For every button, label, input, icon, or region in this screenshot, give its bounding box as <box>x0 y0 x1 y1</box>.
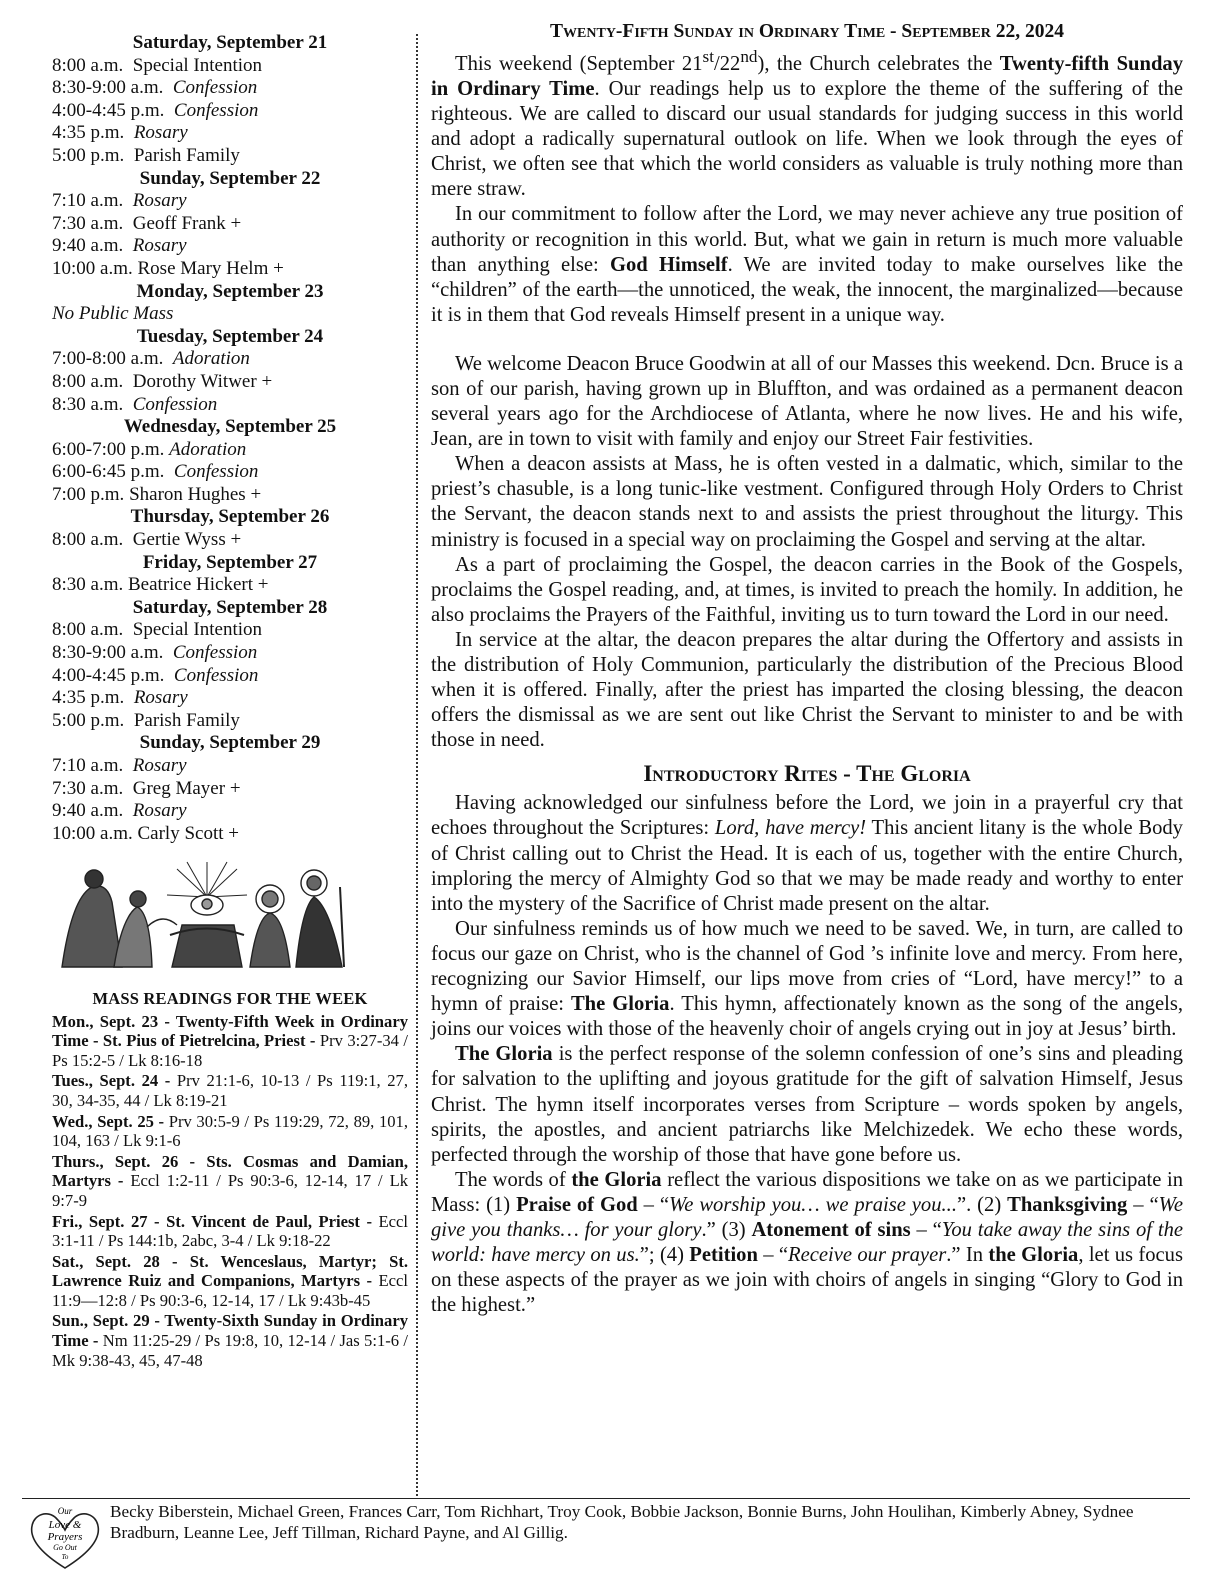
schedule-entry <box>52 213 408 236</box>
schedule-entry <box>52 348 408 371</box>
article-paragraph: In our commitment to follow after the Lord, we may never achieve any true position of authority or recognition in this world. But, what we gain in return is much more valuable than anything else: God Himself. We are invited today to make ourselves like the “children” of the earth—the unnoticed, the weak, the innocent, the marginalized—because it is in them that God reveals Himself present in a unique way. <box>431 203 1183 326</box>
schedule-entry <box>52 258 408 281</box>
article-paragraph: Our sinfulness reminds us of how much we need to be saved. We, in turn, are called to focus our gaze on Christ, who is the channel of God ’s infinite love and mercy. From here, recognizing our Savior Himself, our lips move from cries of “Lord, have mercy!” to a hymn of praise: The Gloria. This hymn, affectionately known as the song of the angels, joins our voices with those of the heavenly choir of angels crying out in joy at Jesus’ birth. <box>431 917 1183 1041</box>
schedule-entry <box>52 574 408 597</box>
schedule-day-heading: Saturday, September 28 <box>132 596 328 618</box>
schedule-intention: Rosary <box>132 755 187 776</box>
schedule-intention: Parish Family <box>133 709 240 731</box>
schedule-entry <box>52 823 408 846</box>
reading-day: Sat., Sept. 28 - St. Wenceslaus, Martyr; St. Lawrence Ruiz and Companions, Martyrs - <box>52 1251 408 1291</box>
schedule-day-heading: Saturday, September 21 <box>132 32 328 53</box>
schedule-time: 7:00-8:00 a.m. <box>52 348 173 370</box>
mass-schedule <box>52 32 408 845</box>
logo-text-line: Go Out <box>53 1543 77 1552</box>
reading-refs: Nm 11:25-29 / Ps 19:8, 10, 12-14 / Jas 5:1-6 / Mk 9:38-43, 45, 47-48 <box>52 1331 409 1370</box>
schedule-intention: Rose Mary Helm + <box>137 257 284 279</box>
reading-day: Mon., Sept. 23 - Twenty-Fifth Week in Ordinary Time - St. Pius of Pietrelcina, Priest - <box>52 1011 408 1051</box>
schedule-intention: Dorothy Witwer + <box>132 370 273 392</box>
schedule-intention: Adoration <box>169 438 247 460</box>
reading-day: Thurs., Sept. 26 - Sts. Cosmas and Damian, Martyrs - <box>52 1151 408 1191</box>
schedule-time: 8:00 a.m. <box>52 54 133 76</box>
mass-readings-title: MASS READINGS FOR THE WEEK <box>92 988 368 1008</box>
schedule-entry <box>52 687 408 710</box>
schedule-entry <box>52 303 408 326</box>
reading-refs: Prv 21:1-6, 10-13 / Ps 119:1, 27, 30, 34-35, 44 / Lk 8:19-21 <box>52 1071 408 1110</box>
reading-item <box>52 1252 408 1311</box>
reading-refs: Eccl 1:2-11 / Ps 90:3-6, 12-14, 17 / Lk 9:7-9 <box>52 1171 409 1210</box>
schedule-time: 6:00-6:45 p.m. <box>52 461 174 483</box>
schedule-day-heading: Tuesday, September 24 <box>136 325 324 347</box>
reading-day: Fri., Sept. 27 - St. Vincent de Paul, Priest - <box>52 1211 379 1231</box>
schedule-intention: Geoff Frank + <box>132 212 242 234</box>
schedule-entry <box>52 710 408 733</box>
schedule-intention: Confession <box>132 393 218 415</box>
schedule-time: 8:30 a.m. <box>52 574 128 596</box>
schedule-entry <box>52 778 408 801</box>
column-divider <box>416 34 418 1496</box>
schedule-time: 7:30 a.m. <box>52 777 133 799</box>
schedule-entry <box>52 77 408 100</box>
schedule-entry <box>52 371 408 394</box>
schedule-time: 7:00 p.m. <box>52 483 130 505</box>
logo-text-line: Prayers <box>47 1531 83 1543</box>
article-title-gloria: Introductory Rites - The Gloria <box>643 761 971 787</box>
schedule-time: 8:00 a.m. <box>52 619 133 641</box>
schedule-intention: Special Intention <box>132 54 263 76</box>
schedule-intention: Rosary <box>132 190 187 212</box>
mass-schedule-column <box>52 32 408 1370</box>
schedule-intention: Rosary <box>132 800 187 822</box>
schedule-intention: Sharon Hughes + <box>129 483 262 505</box>
schedule-entry <box>52 755 408 778</box>
schedule-time: 6:00-7:00 p.m. <box>52 438 170 460</box>
schedule-entry <box>52 461 408 484</box>
prayer-names: Becky Biberstein, Michael Green, Frances Carr, Tom Richhart, Troy Cook, Bobbie Jackson, Bonnie Burns, John Houlihan, Kimberly Abney, Sydnee Bradburn, Leanne Lee, Jeff Tillman, Richard Payne, and Al Gillig. <box>110 1502 1134 1542</box>
logo-text-line: To <box>61 1553 69 1561</box>
schedule-day-heading: Wednesday, September 25 <box>123 416 337 438</box>
reading-item <box>52 1311 408 1370</box>
reading-refs: Prv 3:27-34 / Ps 15:2-5 / Lk 8:16-18 <box>52 1031 408 1070</box>
article-paragraph: When a deacon assists at Mass, he is often vested in a dalmatic, which, similar to the priest’s chasuble, is a long tunic-like vestment. Configured through Holy Orders to Christ the Servant, the deacon stands next to and assists the priest throughout the liturgy. This ministry is focused in a special way on proclaiming the Gospel and serving at the altar. <box>431 453 1183 551</box>
article-paragraph: As a part of proclaiming the Gospel, the deacon carries in the Book of the Gospels, proclaims the Gospel reading, and, at times, is invited to preach the homily. In addition, he also proclaims the Prayers of the Faithful, inviting us to turn toward the Lord in our need. <box>431 553 1183 626</box>
reading-item <box>52 1112 408 1151</box>
schedule-time: 9:40 a.m. <box>52 800 133 822</box>
reading-refs: Prv 30:5-9 / Ps 119:29, 72, 89, 101, 104, 163 / Lk 9:1-6 <box>52 1111 408 1151</box>
articles-column <box>431 20 1183 1318</box>
schedule-time: 4:35 p.m. <box>52 122 134 144</box>
schedule-intention: Confession <box>172 642 258 664</box>
schedule-day-heading: Monday, September 23 <box>136 280 324 302</box>
schedule-intention: Confession <box>173 461 259 483</box>
schedule-entry <box>52 642 408 665</box>
schedule-entry <box>52 619 408 642</box>
schedule-time: 8:00 a.m. <box>52 370 133 392</box>
reading-day: Tues., Sept. 24 - <box>52 1071 177 1091</box>
schedule-time: 4:35 p.m. <box>52 687 134 709</box>
schedule-entry <box>52 800 408 823</box>
article-paragraph: This weekend (September 21st/22nd), the Church celebrates the Twenty-fifth Sunday in Ordinary Time. Our readings help us to explore the theme of the suffering of the righteous. We are called to discard our usual standards for judging success in this world and adopt a radically supernatural outlook on life. When we look through the eyes of Christ, we often see that which the world considers as valuable is truly nothing more than mere straw. <box>431 47 1183 201</box>
schedule-entry <box>52 100 408 123</box>
schedule-entry <box>52 665 408 688</box>
schedule-time: 7:10 a.m. <box>52 755 133 776</box>
reading-item <box>52 1212 408 1251</box>
schedule-time: 10:00 a.m. <box>52 822 138 844</box>
schedule-intention: Rosary <box>133 122 188 144</box>
schedule-time: 10:00 a.m. <box>52 257 138 279</box>
schedule-time: 8:30-9:00 a.m. <box>52 642 173 664</box>
article-title-sunday: Twenty-Fifth Sunday in Ordinary Time - September 22, 2024 <box>550 21 1064 42</box>
schedule-time: 8:30-9:00 a.m. <box>52 77 173 99</box>
schedule-intention: Confession <box>172 77 258 99</box>
article-paragraph: The words of the Gloria reflect the various dispositions we take on as we participate in Mass: (1) Praise of God – “We worship you… we praise you...”. (2) Thanksgiving – “We give you thanks… for your glory.” (3) Atonement of sins – “You take away the sins of the world: have mercy on us.”; (4) Petition – “Receive our prayer.” In the Gloria, let us focus on these aspects of the prayer as we join with choirs of angels in singing “Glory to God in the highest.” <box>431 1168 1184 1317</box>
schedule-intention: Confession <box>173 99 259 121</box>
schedule-day-heading: Sunday, September 29 <box>139 732 321 754</box>
schedule-entry <box>52 484 408 507</box>
reading-day: Wed., Sept. 25 - <box>52 1111 169 1131</box>
article-gloria-body <box>431 791 1183 1318</box>
schedule-intention: Carly Scott + <box>137 822 239 844</box>
schedule-entry <box>52 394 408 417</box>
article-paragraph: Having acknowledged our sinfulness before the Lord, we join in a prayerful cry that echoes throughout the Scriptures: Lord, have mercy! This ancient litany is the whole Body of Christ calling out to Christ the Head. It is each of us, together with the entire Church, imploring the mercy of Almighty God so that we may be made ready and worthy to enter into the mystery of the Sacrifice of Christ made present on the altar. <box>431 792 1183 915</box>
reading-day: Sun., Sept. 29 - Twenty-Sixth Sunday in Ordinary Time - <box>52 1311 408 1351</box>
article-paragraph: We welcome Deacon Bruce Goodwin at all of our Masses this weekend. Dcn. Bruce is a son of our parish, having grown up in Bluffton, and was ordained as a permanent deacon several years ago for the Archdiocese of Atlanta, where he now lives. He and his wife, Jean, are in town to visit with family and enjoy our Street Fair festivities. <box>431 352 1183 451</box>
schedule-intention: Rosary <box>133 687 188 709</box>
schedule-time: 8:00 a.m. <box>52 529 133 551</box>
schedule-intention: Beatrice Hickert + <box>128 574 269 596</box>
heart-logo-icon <box>26 1502 104 1572</box>
schedule-entry <box>52 190 408 213</box>
reading-item <box>52 1071 408 1110</box>
schedule-entry <box>52 55 408 78</box>
article-deacon-body <box>431 352 1183 754</box>
logo-text-line: Love & <box>48 1519 82 1531</box>
mass-readings-list <box>52 1012 408 1371</box>
schedule-time: 9:40 a.m. <box>52 235 133 257</box>
article-paragraph: In service at the altar, the deacon prepares the altar during the Offertory and assists in the distribution of Holy Communion, particularly the distribution of the Precious Blood when it is offered. Finally, after the priest has imparted the closing blessing, the deacon offers the dismissal as we are sent out like Christ the Servant to minister to and be with those in need. <box>431 628 1183 752</box>
reading-item <box>52 1152 408 1211</box>
schedule-entry <box>52 122 408 145</box>
schedule-intention: No Public Mass <box>52 303 174 325</box>
schedule-intention: Rosary <box>132 235 187 257</box>
schedule-intention: Special Intention <box>132 619 263 641</box>
schedule-day-heading: Thursday, September 26 <box>130 506 330 528</box>
article-sunday-body <box>431 44 1183 328</box>
schedule-time: 5:00 p.m. <box>52 709 134 731</box>
schedule-day-heading: Sunday, September 22 <box>139 167 321 189</box>
reading-refs: Eccl 11:9—12:8 / Ps 90:3-6, 12-14, 17 / Lk 9:43b-45 <box>52 1271 408 1310</box>
schedule-time: 4:00-4:45 p.m. <box>52 99 174 121</box>
reading-item <box>52 1012 408 1071</box>
nativity-illustration-icon <box>52 857 352 975</box>
schedule-day-heading: Friday, September 27 <box>142 551 318 573</box>
schedule-intention: Parish Family <box>133 144 240 166</box>
schedule-entry <box>52 529 408 552</box>
reading-refs: Eccl 3:1-11 / Ps 144:1b, 2abc, 3-4 / Lk 9:18-22 <box>52 1211 408 1251</box>
footer-rule <box>22 1498 1190 1499</box>
schedule-time: 4:00-4:45 p.m. <box>52 664 174 686</box>
schedule-entry <box>52 145 408 168</box>
schedule-intention: Adoration <box>172 348 250 370</box>
schedule-intention: Confession <box>173 664 259 686</box>
schedule-intention: Greg Mayer + <box>132 777 241 799</box>
schedule-time: 5:00 p.m. <box>52 144 134 166</box>
schedule-time: 7:10 a.m. <box>52 190 133 212</box>
schedule-entry <box>52 439 408 462</box>
logo-text-line: Our <box>57 1506 73 1516</box>
schedule-entry <box>52 235 408 258</box>
schedule-time: 7:30 a.m. <box>52 212 133 234</box>
schedule-time: 8:30 a.m. <box>52 393 133 415</box>
article-paragraph: The Gloria is the perfect response of the solemn confession of one’s sins and pleading for salvation to the uplifting and joyous gratitude for the gift of salvation Himself, Jesus Christ. The hymn itself incorporates verses from Scripture – words spoken by angels, spirits, the apostles, and ancient patriarchs like Melchizedek. We echo these words, perfected through the worship of those that have gone before us. <box>431 1043 1183 1166</box>
schedule-intention: Gertie Wyss + <box>132 529 242 551</box>
